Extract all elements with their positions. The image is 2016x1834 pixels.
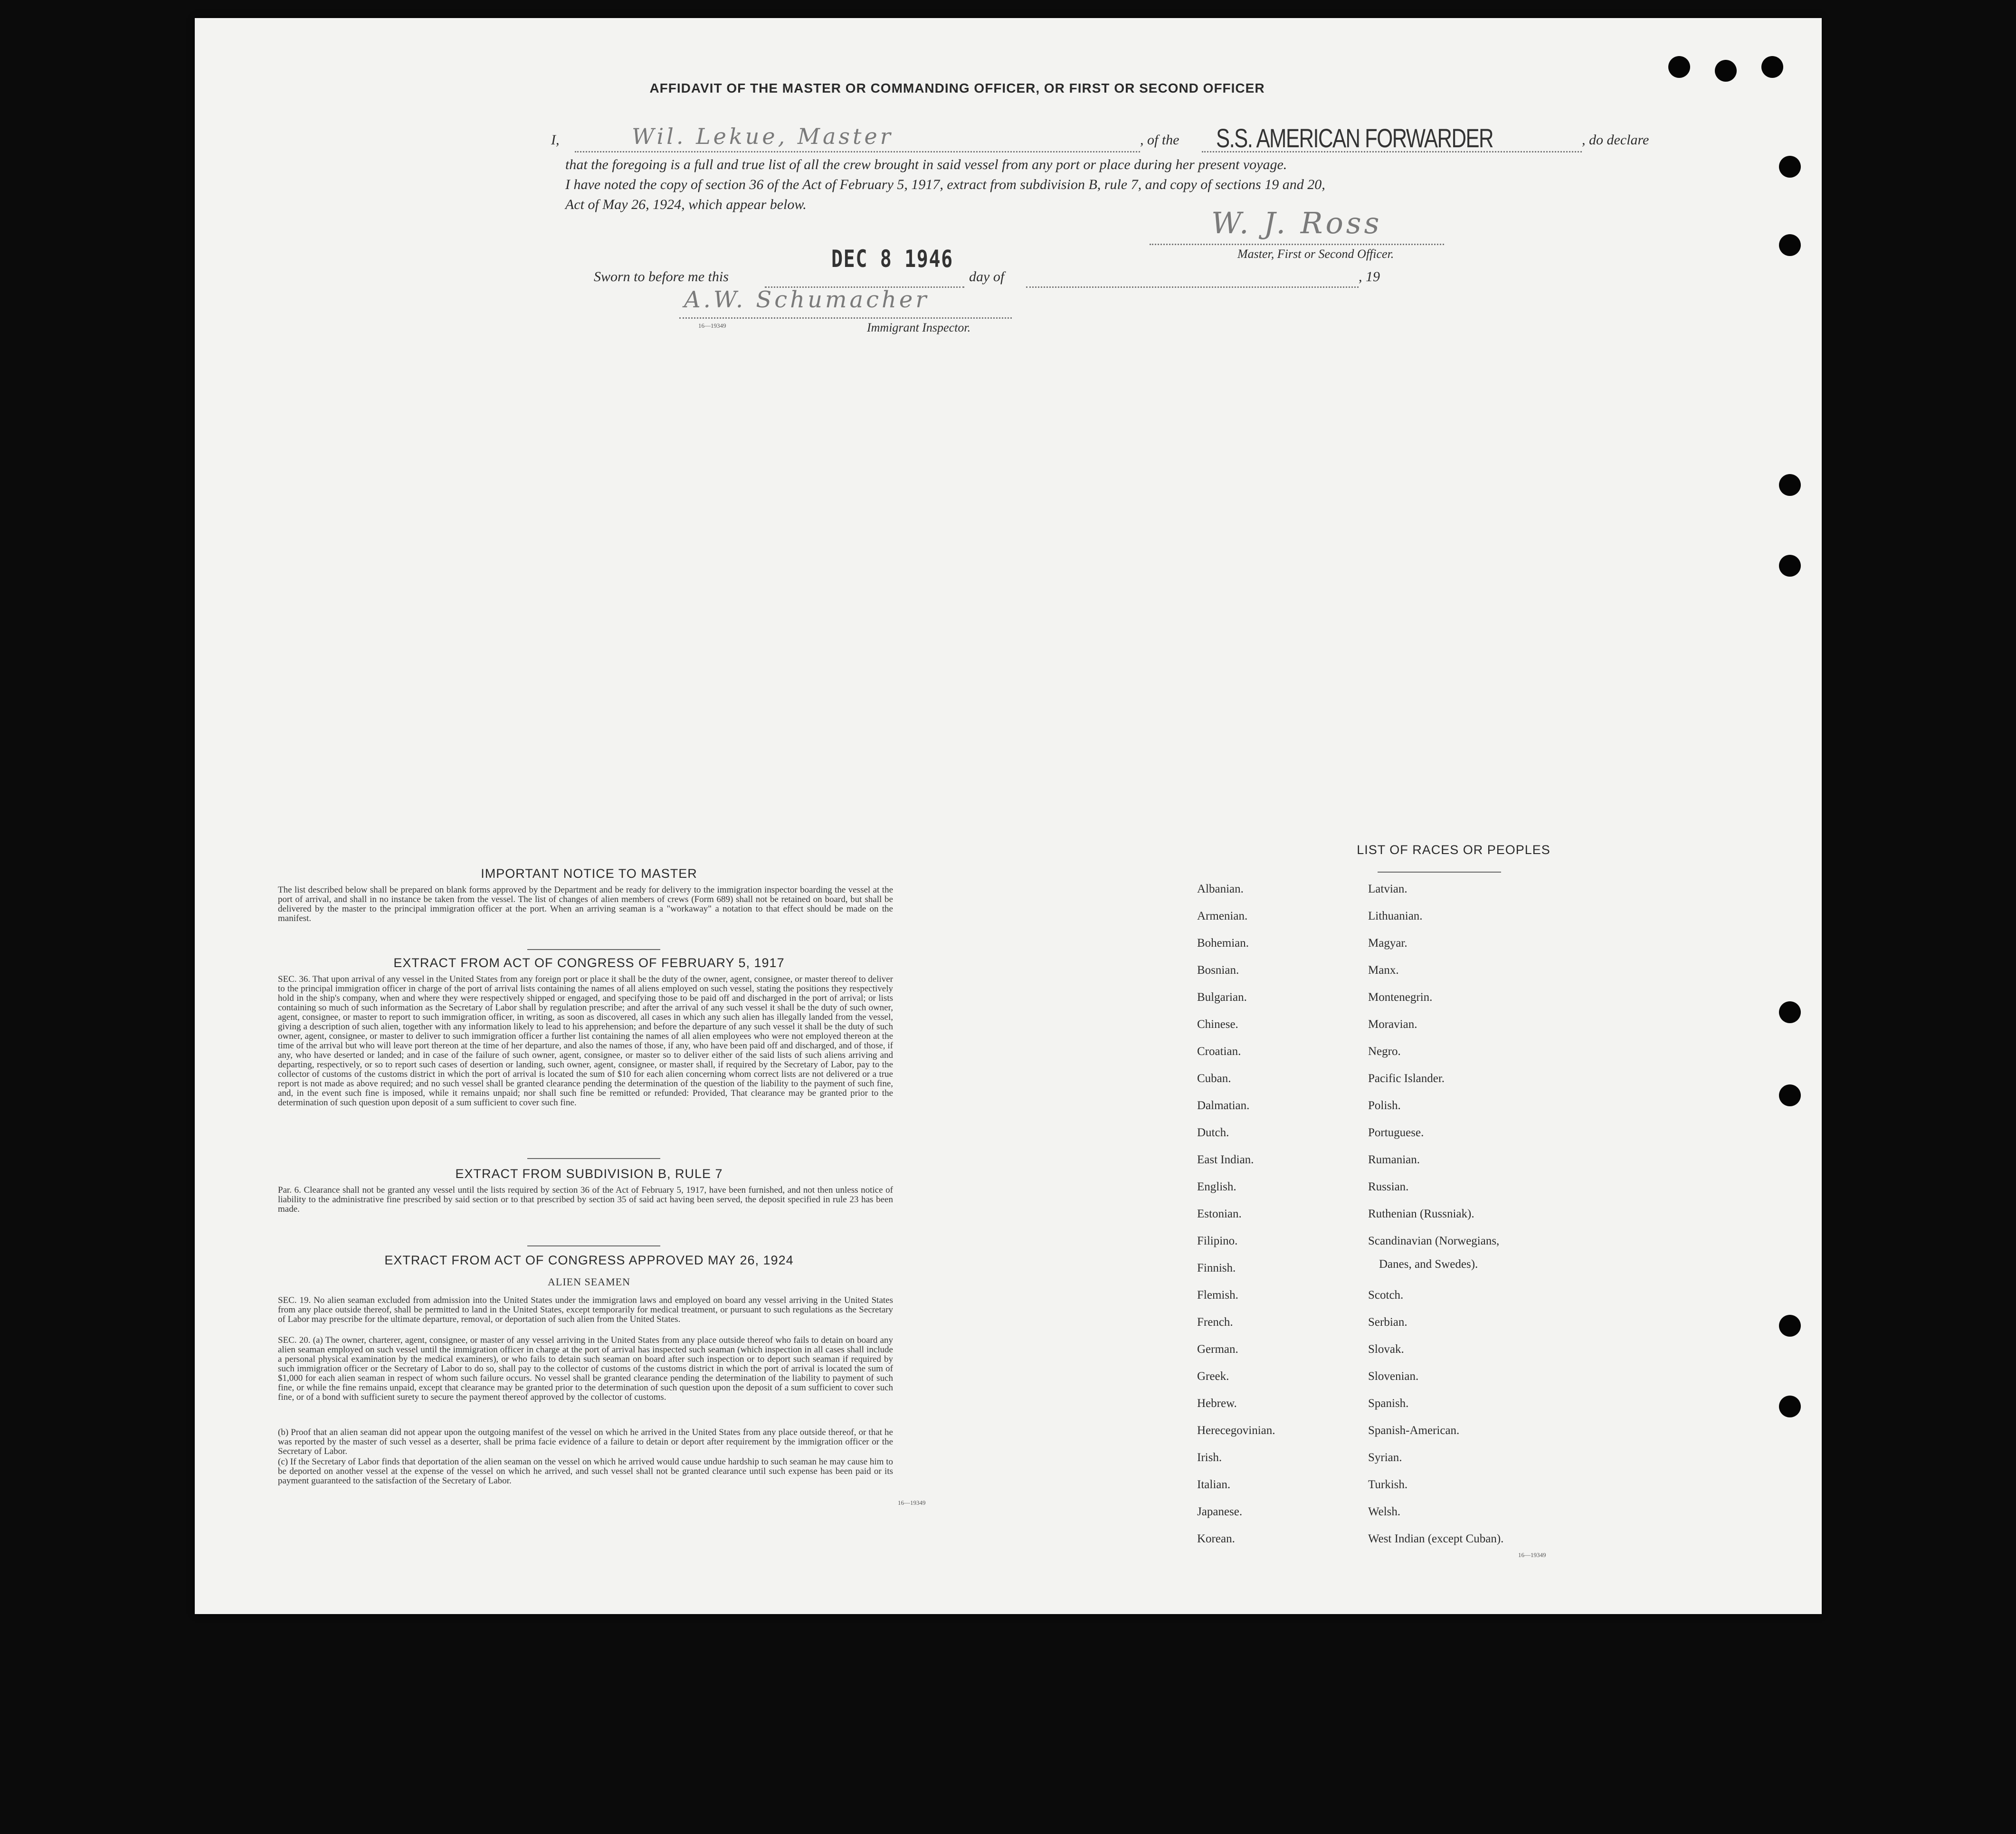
race-item: Portuguese. bbox=[1368, 1126, 1424, 1139]
punch-hole bbox=[1668, 56, 1690, 78]
race-item: East Indian. bbox=[1197, 1153, 1254, 1166]
race-item: Ruthenian (Russniak). bbox=[1368, 1207, 1474, 1220]
extract-rule7-text: Par. 6. Clearance shall not be granted any vessel until the lists required by section 36 of the Act of February 5, 1917, have been furnished, and not then unless notice of liability to the administrative fine prescribed by said section or to that prescribed by section 35 of said act having been served, the deposit specified in rule 23 has been made. bbox=[278, 1185, 893, 1214]
inspector-caption: Immigrant Inspector. bbox=[867, 321, 971, 334]
race-item: Negro. bbox=[1368, 1045, 1401, 1058]
punch-hole bbox=[1761, 56, 1783, 78]
vessel-name: S.S. AMERICAN FORWARDER bbox=[1216, 123, 1493, 153]
race-item: Chinese. bbox=[1197, 1018, 1238, 1031]
affidavit-declare: , do declare bbox=[1582, 132, 1649, 148]
race-item: French. bbox=[1197, 1316, 1233, 1329]
master-name-handwritten: Wil. Lekue, Master bbox=[632, 124, 894, 149]
extract-1917-text: SEC. 36. That upon arrival of any vessel in the United States from any foreign port or place it shall be the duty of the owner, agent, consignee, or master thereof to deliver to the principal immigration officer in charge of the port of arrival lists containing the names of all aliens employed on such vessel, stating the positions they respectively hold in the ship's company, when and where they were respectively shipped or engaged, and specifying those to be paid off and discharged in the port of arrival; or lists containing so much of such information as the Secretary of Labor shall by regulation prescribe; and after the arrival of any such vessel it shall be the duty of such owner, agent, consignee, or master to report to such immigration officer, in writing, as soon as discovered, all cases in which any such alien has illegally landed from the vessel, giving a description of such alien, together with any information likely to lead to his apprehension; and before the departure of any such vessel it shall be the duty of such owner, agent, consignee, or master to deliver to such immigration officer a further list containing the names of all alien employees who were not employed thereon at the time of the arrival but who will leave port thereon at the time of her departure, and also the names of those, if any, who have been paid off and discharged, and of those, if any, who have deserted or landed; and in case of the failure of such owner, agent, consignee, or master so to deliver either of the said lists of such aliens arriving and departing, respectively, or so to report such cases of desertion or landing, such owner, agent, consignee, or master shall, if required by the Secretary of Labor, pay to the collector of customs of the customs district in which the port of arrival is located the sum of $10 for each alien concerning whom correct lists are not delivered or a true report is not made as above required; and no such vessel shall be granted clearance pending the determination of the question of the liability to the payment of such fine, and, in the event such fine is imposed, while it remains unpaid; nor shall such fine be remitted or refunded: Provided, That clearance may be granted prior to the determination of such question upon deposit of a sum sufficient to cover such fine. bbox=[278, 974, 893, 1108]
extract-1924-sec20b: (b) Proof that an alien seaman did not appear upon the outgoing manifest of the vessel on which he arrived in the United States from any place outside thereof, or that he was reported by the master of such vessel as a deserter, shall be prima facie evidence of a failure to detain or deport after requirement by the immigration officer or the Secretary of Labor. bbox=[278, 1427, 893, 1456]
race-item: Armenian. bbox=[1197, 910, 1248, 922]
affidavit-line4: Act of May 26, 1924, which appear below. bbox=[565, 197, 807, 212]
race-item: English. bbox=[1197, 1180, 1236, 1193]
form-number: 16—19349 bbox=[1518, 1551, 1546, 1558]
race-item: Russian. bbox=[1368, 1180, 1409, 1193]
affidavit-line2: that the foregoing is a full and true list of all the crew brought in said vessel from any port or place during her present voyage. bbox=[565, 157, 1287, 172]
sworn-year: , 19 bbox=[1359, 269, 1380, 285]
notice-title: IMPORTANT NOTICE TO MASTER bbox=[481, 866, 697, 881]
race-item: Turkish. bbox=[1368, 1478, 1408, 1491]
race-item: Filipino. bbox=[1197, 1235, 1238, 1247]
race-item: Lithuanian. bbox=[1368, 910, 1423, 922]
race-item: Rumanian. bbox=[1368, 1153, 1420, 1166]
race-item: Syrian. bbox=[1368, 1451, 1402, 1464]
races-title: LIST OF RACES OR PEOPLES bbox=[1357, 843, 1550, 857]
notice-text: The list described below shall be prepared on blank forms approved by the Department and be ready for delivery to the immigration inspector boarding the vessel at the port of arrival, and shall in no instance be taken from the vessel. The list of changes of alien members of crews (Form 689) shall not be retained on board, but shall be delivered by the master to the principal immigration officer at the port. When an arriving seaman is a "workaway" a notation to that effect should be made on the manifest. bbox=[278, 885, 893, 923]
race-item: West Indian (except Cuban). bbox=[1368, 1532, 1504, 1545]
race-item: Italian. bbox=[1197, 1478, 1231, 1491]
race-item: Bosnian. bbox=[1197, 964, 1239, 977]
master-name-line bbox=[575, 151, 1140, 152]
race-item: Welsh. bbox=[1368, 1505, 1401, 1518]
divider bbox=[1378, 872, 1501, 873]
race-item: Pacific Islander. bbox=[1368, 1072, 1445, 1085]
race-item: Spanish. bbox=[1368, 1397, 1409, 1410]
race-item: Cuban. bbox=[1197, 1072, 1231, 1085]
extract-rule7-title: EXTRACT FROM SUBDIVISION B, RULE 7 bbox=[455, 1167, 723, 1181]
punch-hole bbox=[1779, 1315, 1801, 1337]
race-item: Greek. bbox=[1197, 1370, 1229, 1383]
race-item: Spanish-American. bbox=[1368, 1424, 1460, 1437]
race-item: Japanese. bbox=[1197, 1505, 1243, 1518]
race-item: Latvian. bbox=[1368, 883, 1407, 895]
inspector-signature-handwritten: A.W. Schumacher bbox=[684, 286, 930, 313]
race-item: Estonian. bbox=[1197, 1207, 1242, 1220]
sworn-day-of: day of bbox=[969, 269, 1005, 285]
race-item: Croatian. bbox=[1197, 1045, 1241, 1058]
punch-hole bbox=[1779, 1001, 1801, 1023]
extract-1924-title: EXTRACT FROM ACT OF CONGRESS APPROVED MAY 26, 1924 bbox=[384, 1253, 794, 1267]
sworn-month-line bbox=[1026, 286, 1359, 288]
sworn-prefix: Sworn to before me this bbox=[594, 269, 729, 285]
affidavit-line3: I have noted the copy of section 36 of the Act of February 5, 1917, extract from subdivision B, rule 7, and copy of sections 19 and 20, bbox=[565, 177, 1325, 192]
divider bbox=[527, 1245, 660, 1246]
race-item: Manx. bbox=[1368, 964, 1399, 977]
extract-1924-sec20c: (c) If the Secretary of Labor finds that deportation of the alien seaman on the vessel on which he arrived would cause undue hardship to such seaman he may cause him to be deported on another vessel at the expense of the vessel on which he arrived, and such vessel shall not be granted clearance until such expense has been paid or its payment guaranteed to the satisfaction of the Secretary of Labor. bbox=[278, 1457, 893, 1486]
punch-hole bbox=[1779, 1084, 1801, 1106]
race-item: German. bbox=[1197, 1343, 1238, 1356]
divider bbox=[527, 1158, 660, 1159]
race-item: Irish. bbox=[1197, 1451, 1222, 1464]
race-item: Finnish. bbox=[1197, 1262, 1236, 1274]
inspector-signature-line bbox=[679, 317, 1012, 319]
document-page bbox=[195, 18, 1822, 1614]
extract-1924-subtitle: ALIEN SEAMEN bbox=[548, 1276, 630, 1288]
race-item: Dalmatian. bbox=[1197, 1099, 1250, 1112]
race-item: Moravian. bbox=[1368, 1018, 1417, 1031]
race-item: Korean. bbox=[1197, 1532, 1235, 1545]
punch-hole bbox=[1715, 60, 1737, 82]
punch-hole bbox=[1779, 474, 1801, 496]
race-item: Flemish. bbox=[1197, 1289, 1238, 1302]
signature-caption: Master, First or Second Officer. bbox=[1237, 247, 1394, 261]
race-item: Herecegovinian. bbox=[1197, 1424, 1275, 1437]
sworn-date-stamp: DEC 8 1946 bbox=[831, 245, 953, 273]
master-signature-handwritten: W. J. Ross bbox=[1211, 206, 1382, 240]
race-item: Polish. bbox=[1368, 1099, 1401, 1112]
form-number: 16—19349 bbox=[898, 1499, 926, 1506]
race-item: Montenegrin. bbox=[1368, 991, 1433, 1004]
race-item: Serbian. bbox=[1368, 1316, 1407, 1329]
race-item: Scandinavian (Norwegians, bbox=[1368, 1235, 1500, 1247]
punch-hole bbox=[1779, 1396, 1801, 1417]
race-item: Albanian. bbox=[1197, 883, 1244, 895]
race-item: Bohemian. bbox=[1197, 937, 1249, 950]
affidavit-title: AFFIDAVIT OF THE MASTER OR COMMANDING OFFICER, OR FIRST OR SECOND OFFICER bbox=[649, 81, 1265, 95]
divider bbox=[527, 949, 660, 950]
form-number: 16—19349 bbox=[698, 322, 726, 329]
extract-1924-sec20a: SEC. 20. (a) The owner, charterer, agent, consignee, or master of any vessel arriving in the United States from any place outside thereof who fails to detain on board any alien seaman employed on such vessel until the immigration officer in charge at the port of arrival has inspected such seaman (which inspection in all cases shall include a personal physical examination by the medical examiners), or who fails to detain such seaman on board after such inspection or to deport such seaman if required by such immigration officer or the Secretary of Labor to do so, shall pay to the collector of customs of the customs district in which the port of arrival is located the sum of $1,000 for each alien seaman in respect of whom such failure occurs. No vessel shall be granted clearance pending the determination of the liability to payment of such fine, or while the fine remains unpaid, except that clearance may be granted prior to the determination of such question upon the deposit of a sum sufficient to cover such fine, or of a bond with sufficient surety to secure the payment thereof approved by the collector of customs. bbox=[278, 1335, 893, 1402]
extract-1924-sec19: SEC. 19. No alien seaman excluded from admission into the United States under the immigration laws and employed on board any vessel arriving in the United States from any place outside thereof, shall be permitted to land in the United States, except temporarily for medical treatment, or pursuant to such regulations as the Secretary of Labor may prescribe for the ultimate departure, removal, or deportation of such alien from the United States. bbox=[278, 1295, 893, 1324]
race-item: Hebrew. bbox=[1197, 1397, 1237, 1410]
race-item: Scotch. bbox=[1368, 1289, 1404, 1302]
race-item: Slovenian. bbox=[1368, 1370, 1419, 1383]
extract-1917-title: EXTRACT FROM ACT OF CONGRESS OF FEBRUARY 5, 1917 bbox=[393, 956, 785, 970]
punch-hole bbox=[1779, 234, 1801, 256]
race-item: Magyar. bbox=[1368, 937, 1407, 950]
affidavit-line1-prefix: I, bbox=[551, 132, 560, 148]
race-item: Slovak. bbox=[1368, 1343, 1404, 1356]
race-item: Dutch. bbox=[1197, 1126, 1229, 1139]
signature-line bbox=[1150, 244, 1444, 245]
punch-hole bbox=[1779, 156, 1801, 178]
race-item-continuation: Danes, and Swedes). bbox=[1379, 1258, 1478, 1271]
race-item: Bulgarian. bbox=[1197, 991, 1247, 1004]
punch-hole bbox=[1779, 555, 1801, 577]
affidavit-of-the: , of the bbox=[1140, 132, 1179, 148]
